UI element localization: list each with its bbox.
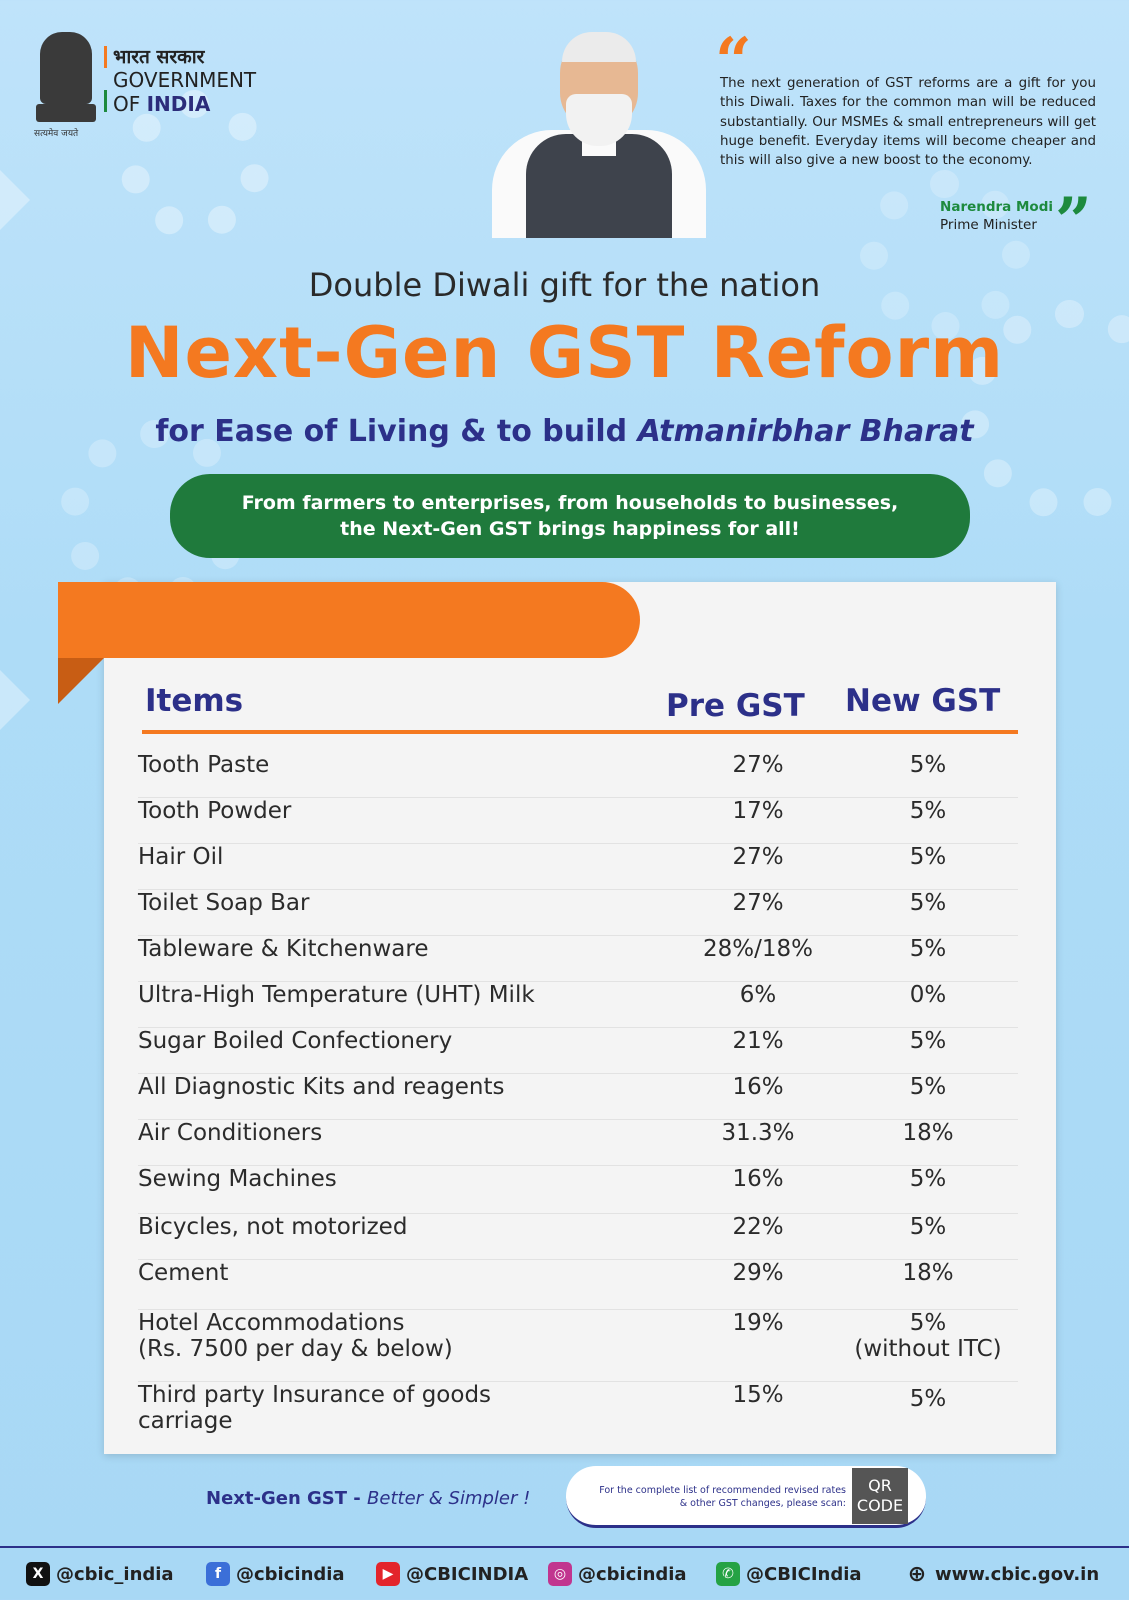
gov-english-line1: GOVERNMENT	[113, 68, 257, 92]
whatsapp-icon: ✆	[716, 1562, 740, 1586]
new-gst-rate: 5%	[909, 1074, 947, 1100]
qr-code[interactable]: QR CODE	[852, 1468, 908, 1524]
instagram-icon: ◎	[548, 1562, 572, 1586]
table-row	[138, 1028, 1018, 1074]
pre-gst-rate: 15%	[732, 1382, 784, 1408]
prime-minister-portrait	[492, 30, 706, 238]
item-name: Tableware & Kitchenware	[138, 936, 429, 962]
table-row	[138, 752, 1018, 798]
gov-hindi-label: भारत सरकार	[113, 46, 205, 68]
social-handle: @cbic_india	[56, 1563, 174, 1585]
quote-open-icon: “	[715, 24, 752, 99]
new-gst-rate: 5% (without ITC)	[854, 1310, 1002, 1362]
table-header-ribbon	[58, 582, 640, 658]
footer-divider	[0, 1546, 1129, 1548]
globe-icon: ⊕	[907, 1561, 927, 1587]
quote-close-icon: ”	[1055, 184, 1092, 259]
item-name: Tooth Paste	[138, 752, 270, 778]
government-logo	[34, 32, 256, 138]
qr-note: For the complete list of recommended revised rates & other GST changes, please scan:	[599, 1485, 846, 1509]
table-row	[138, 1074, 1018, 1120]
x-icon: X	[26, 1562, 50, 1586]
chevron-decoration	[0, 140, 30, 260]
pre-gst-rate: 19%	[732, 1310, 784, 1336]
social-link-globe[interactable]	[905, 1562, 1099, 1586]
table-row	[138, 1214, 1018, 1260]
social-link-youtube[interactable]	[376, 1562, 528, 1586]
item-name: Tooth Powder	[138, 798, 292, 824]
headline-subtitle: Double Diwali gift for the nation	[308, 266, 821, 304]
column-header-new-gst: New GST	[845, 683, 1001, 719]
pre-gst-rate: 29%	[732, 1260, 784, 1286]
gov-english-line2: OF INDIA	[113, 92, 211, 116]
headline-title: Next-Gen GST Reform	[124, 312, 1005, 394]
new-gst-rate: 5%	[909, 1028, 947, 1054]
social-link-whatsapp[interactable]	[716, 1562, 862, 1586]
item-name: All Diagnostic Kits and reagents	[138, 1074, 505, 1100]
pre-gst-rate: 31.3%	[721, 1120, 795, 1146]
item-name: Toilet Soap Bar	[138, 890, 310, 916]
chevron-decoration	[0, 640, 30, 760]
social-link-x[interactable]	[26, 1562, 174, 1586]
new-gst-rate: 0%	[909, 982, 947, 1008]
new-gst-rate: 5%	[909, 936, 947, 962]
table-row	[138, 890, 1018, 936]
social-handle: www.cbic.gov.in	[935, 1563, 1100, 1585]
new-gst-rate: 5%	[909, 798, 947, 824]
table-row	[138, 936, 1018, 982]
national-emblem-icon	[34, 32, 98, 138]
new-gst-rate: 5%	[909, 844, 947, 870]
item-name: Bicycles, not motorized	[138, 1214, 408, 1240]
pre-gst-rate: 27%	[732, 890, 784, 916]
item-name: Ultra-High Temperature (UHT) Milk	[138, 982, 535, 1008]
new-gst-rate: 18%	[902, 1120, 954, 1146]
table-row	[138, 982, 1018, 1028]
new-gst-rate: 5%	[909, 1386, 947, 1412]
social-link-instagram[interactable]	[548, 1562, 687, 1586]
youtube-icon: ▶	[376, 1562, 400, 1586]
pre-gst-rate: 6%	[739, 982, 777, 1008]
item-name: Hair Oil	[138, 844, 224, 870]
social-link-facebook[interactable]	[206, 1562, 345, 1586]
ribbon-fold	[58, 658, 104, 704]
item-name: Third party Insurance of goods carriage	[138, 1382, 492, 1434]
table-row	[138, 798, 1018, 844]
item-name: Cement	[138, 1260, 229, 1286]
item-name: Sugar Boiled Confectionery	[138, 1028, 453, 1054]
pre-gst-rate: 27%	[732, 844, 784, 870]
pre-gst-rate: 21%	[732, 1028, 784, 1054]
emblem-motto: सत्यमेव जयते	[34, 129, 79, 139]
social-handle: @CBICINDIA	[406, 1563, 529, 1585]
column-header-items: Items	[145, 683, 244, 719]
footer-tagline: Next-Gen GST - Better & Simpler !	[206, 1488, 531, 1509]
new-gst-rate: 5%	[909, 1214, 947, 1240]
new-gst-rate: 18%	[902, 1260, 954, 1286]
headline-tagline: for Ease of Living & to build Atmanirbhar Bharat	[155, 414, 974, 449]
item-name: Air Conditioners	[138, 1120, 323, 1146]
table-row	[138, 1166, 1018, 1214]
social-handle: @cbicindia	[578, 1563, 687, 1585]
message-banner: From farmers to enterprises, from households to businesses, the Next-Gen GST brings happiness for all!	[170, 474, 970, 558]
pre-gst-rate: 17%	[732, 798, 784, 824]
table-row	[138, 1120, 1018, 1166]
header-divider	[142, 730, 1018, 734]
new-gst-rate: 5%	[909, 1166, 947, 1192]
pre-gst-rate: 27%	[732, 752, 784, 778]
quote-attribution	[940, 198, 1053, 234]
pre-gst-rate: 16%	[732, 1166, 784, 1192]
table-row	[138, 1382, 1018, 1440]
pre-gst-rate: 28%/18%	[703, 936, 813, 962]
new-gst-rate: 5%	[909, 752, 947, 778]
table-row	[138, 1260, 1018, 1310]
pre-gst-rate: 16%	[732, 1074, 784, 1100]
facebook-icon: f	[206, 1562, 230, 1586]
pre-gst-rate: 22%	[732, 1214, 784, 1240]
quote-name: Narendra Modi	[940, 199, 1053, 215]
quote-role: Prime Minister	[940, 217, 1037, 233]
pm-quote-text: The next generation of GST reforms are a gift for you this Diwali. Taxes for the common man will be reduced substantially. Our MSMEs & small entrepreneurs will get huge benefit. Everyday items will become cheaper and this will also give a new boost to the economy.	[720, 76, 1096, 169]
table-row	[138, 1310, 1018, 1382]
new-gst-rate: 5%	[909, 890, 947, 916]
item-name: Hotel Accommodations (Rs. 7500 per day & below)	[138, 1310, 453, 1362]
item-name: Sewing Machines	[138, 1166, 337, 1192]
column-header-pre-gst: Pre GST	[666, 688, 805, 724]
social-handle: @CBICIndia	[746, 1563, 862, 1585]
table-row	[138, 844, 1018, 890]
social-handle: @cbicindia	[236, 1563, 345, 1585]
